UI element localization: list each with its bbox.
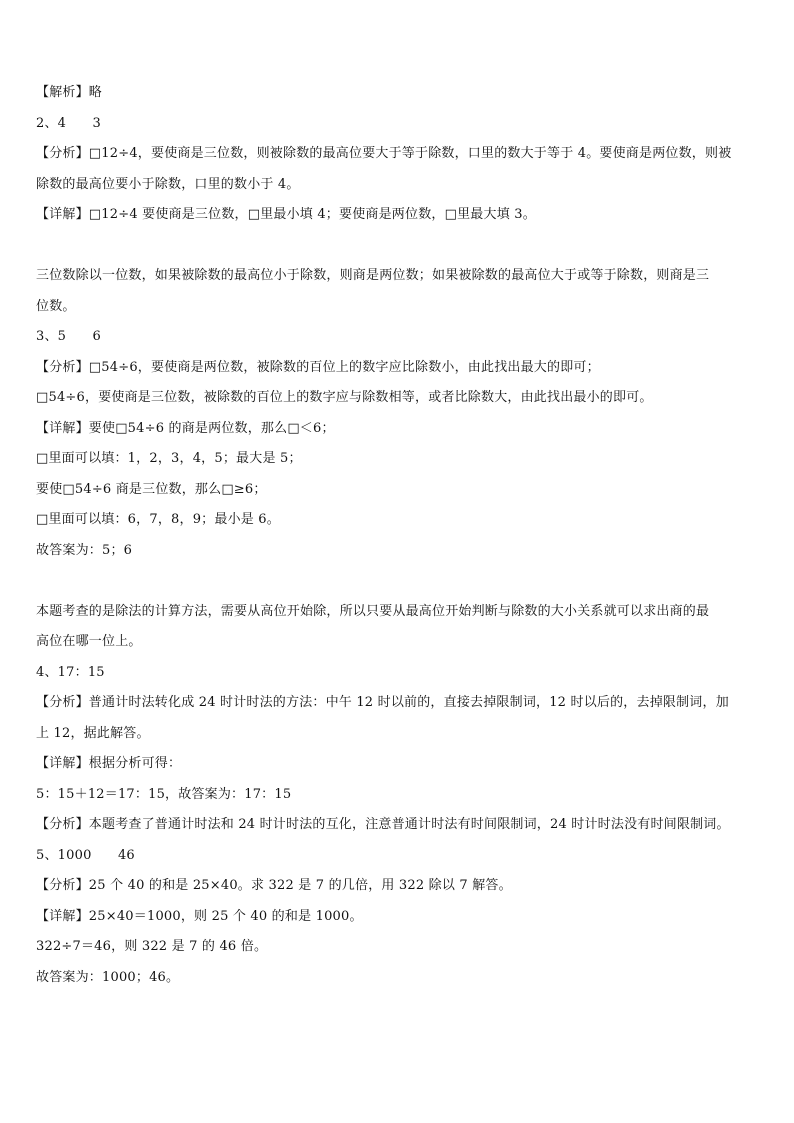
- text-line: 故答案为：1000；46。: [36, 969, 180, 985]
- answer-heading: 4、17：15: [36, 664, 105, 680]
- answer-heading: 5、1000 46: [36, 847, 135, 863]
- text-line: 上 12，据此解答。: [36, 725, 150, 741]
- text-line: 【分析】□54÷6，要使商是两位数，被除数的百位上的数字应比除数小，由此找出最大的即可；: [36, 359, 600, 375]
- text-line: □里面可以填：6，7，8，9；最小是 6。: [36, 512, 280, 527]
- text-line: 【详解】要使□54÷6 的商是两位数，那么□＜6；: [36, 420, 335, 436]
- text-line: 【分析】本题考查了普通计时法和 24 时计时法的互化，注意普通计时法有时间限制词，24 时计时法没有时间限制词。: [36, 817, 730, 832]
- text-line: 【分析】普通计时法转化成 24 时计时法的方法：中午 12 时以前的，直接去掉限制词，12 时以后的，去掉限制词，加: [36, 695, 729, 710]
- text-line: 位数。: [36, 298, 76, 314]
- text-line: 故答案为：5；6: [36, 542, 133, 558]
- answer-heading: 3、5 6: [36, 329, 102, 344]
- text-line: 【分析】□12÷4，要使商是三位数，则被除数的最高位要大于等于除数，口里的数大于等于 4。要使商是两位数，则被: [36, 146, 732, 161]
- paragraph-gap: [36, 566, 760, 597]
- text-line: 【详解】25×40＝1000，则 25 个 40 的和是 1000。: [36, 908, 363, 924]
- text-line: 本题考查的是除法的计算方法，需要从高位开始除，所以只要从最高位开始判断与除数的大小关系就可以求出商的最: [36, 603, 710, 619]
- text-line: 【详解】根据分析可得：: [36, 756, 182, 771]
- text-line: 5：15＋12＝17：15，故答案为：17：15: [36, 786, 292, 802]
- text-line: 要使□54÷6 商是三位数，那么□≥6；: [36, 481, 267, 497]
- text-line: 三位数除以一位数，如果被除数的最高位小于除数，则商是两位数；如果被除数的最高位大于或等于除数，则商是三: [36, 268, 710, 283]
- paragraph-gap: [36, 231, 760, 262]
- text-line: 【解析】略: [36, 85, 103, 100]
- text-line: □里面可以填：1，2，3，4，5；最大是 5；: [36, 451, 302, 466]
- document-page: [36, 78, 760, 993]
- text-line: 【详解】□12÷4 要使商是三位数，□里最小填 4；要使商是两位数，□里最大填 3。: [36, 207, 536, 222]
- text-line: 【分析】25 个 40 的和是 25×40。求 322 是 7 的几倍，用 322 除以 7 解答。: [36, 878, 512, 893]
- text-line: □54÷6，要使商是三位数，被除数的百位上的数字应与除数相等，或者比除数大，由此找出最小的即可。: [36, 390, 653, 405]
- text-line: 322÷7＝46，则 322 是 7 的 46 倍。: [36, 939, 268, 954]
- text-line: 高位在哪一位上。: [36, 634, 142, 649]
- answer-heading: 2、4 3: [36, 115, 102, 131]
- text-line: 除数的最高位要小于除数，口里的数小于 4。: [36, 176, 300, 192]
